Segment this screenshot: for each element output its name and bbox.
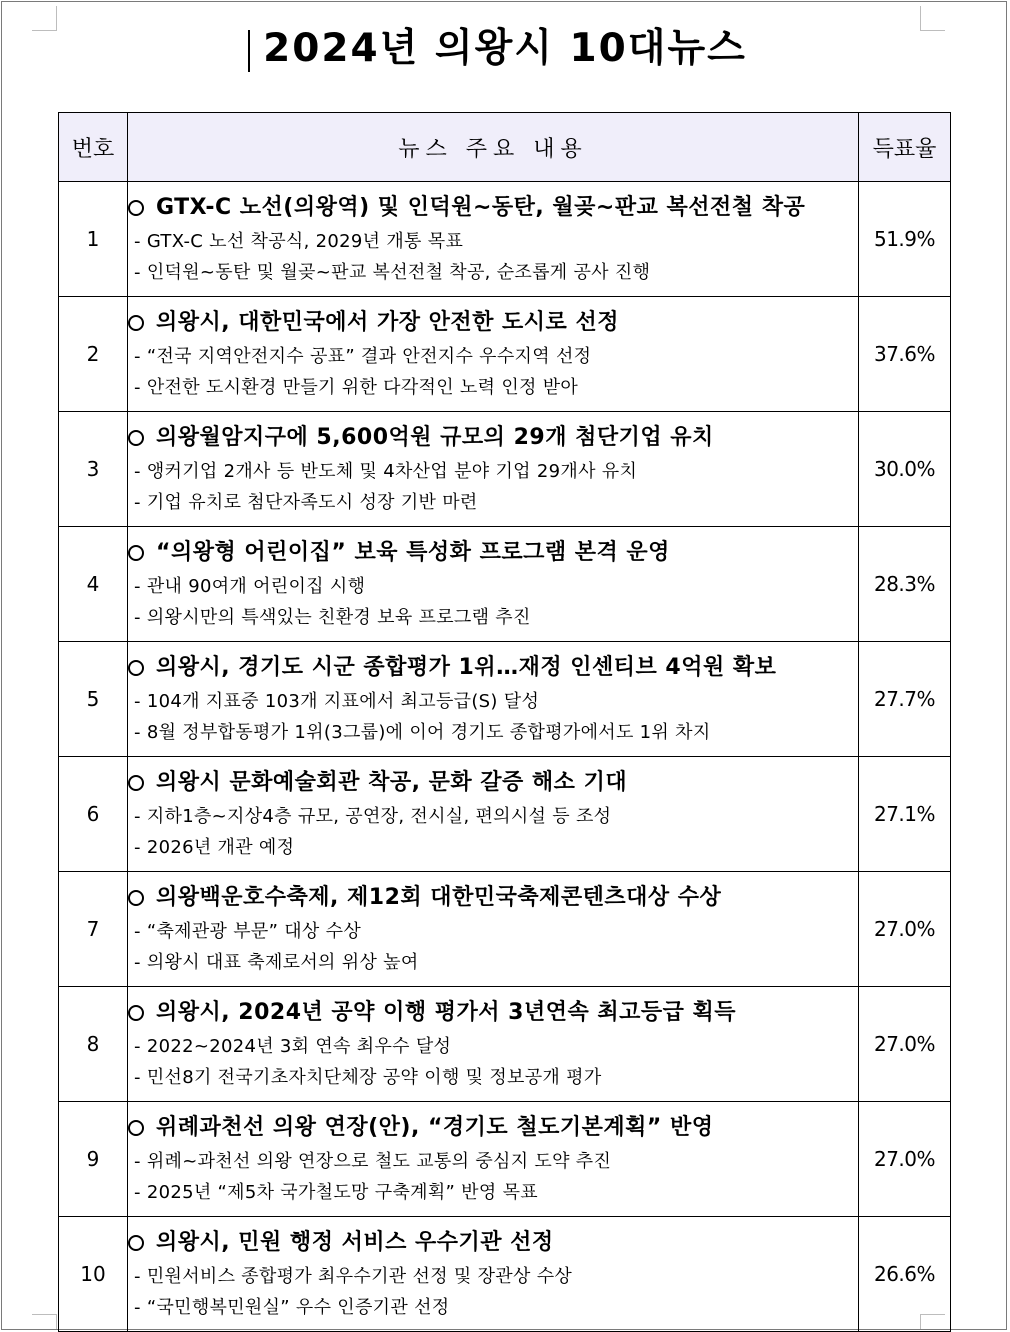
row-number[interactable]: 2 [59, 297, 128, 412]
circle-bullet-icon [128, 890, 144, 906]
circle-bullet-icon [128, 1120, 144, 1136]
circle-bullet-icon [128, 430, 144, 446]
detail-line: - “전국 지역안전지수 공표” 결과 안전지수 우수지역 선정 [134, 346, 592, 367]
header-content[interactable]: 뉴스 주요 내용 [128, 113, 859, 182]
table-row [59, 1217, 951, 1332]
table-row [59, 757, 951, 872]
news-headline [128, 995, 858, 1031]
vote-rate[interactable]: 27.0% [859, 987, 951, 1102]
table-row [59, 412, 951, 527]
header-number[interactable]: 번호 [59, 113, 128, 182]
news-headline [128, 420, 858, 456]
vote-rate[interactable]: 27.7% [859, 642, 951, 757]
table-header-row [59, 113, 951, 182]
table-row [59, 527, 951, 642]
row-number[interactable]: 3 [59, 412, 128, 527]
detail-line: - 의왕시 대표 축제로서의 위상 높여 [134, 952, 419, 973]
vote-rate[interactable]: 51.9% [859, 182, 951, 297]
table-row [59, 182, 951, 297]
circle-bullet-icon [128, 315, 144, 331]
news-headline [128, 1225, 858, 1261]
margin-corner-mark [32, 1314, 57, 1329]
vote-rate[interactable]: 28.3% [859, 527, 951, 642]
detail-line: - 8월 정부합동평가 1위(3그룹)에 이어 경기도 종합평가에서도 1위 차지 [134, 722, 711, 743]
circle-bullet-icon [128, 775, 144, 791]
headline-text: 위례과천선 의왕 연장(안), “경기도 철도기본계획” 반영 [156, 1115, 714, 1140]
circle-bullet-icon [128, 1005, 144, 1021]
news-headline [128, 880, 858, 916]
vote-rate[interactable]: 37.6% [859, 297, 951, 412]
detail-line: - 위례~과천선 의왕 연장으로 철도 교통의 중심지 도약 추진 [134, 1151, 612, 1172]
detail-line: - 2022~2024년 3회 연속 최우수 달성 [134, 1036, 452, 1057]
table-row [59, 642, 951, 757]
news-table [58, 112, 951, 1332]
headline-text: 의왕월암지구에 5,600억원 규모의 29개 첨단기업 유치 [156, 425, 714, 450]
header-rate[interactable]: 득표율 [859, 113, 951, 182]
row-number[interactable]: 10 [59, 1217, 128, 1332]
headline-text: 의왕시, 경기도 시군 종합평가 1위…재정 인센티브 4억원 확보 [156, 655, 777, 680]
headline-text: 의왕시, 대한민국에서 가장 안전한 도시로 선정 [156, 310, 619, 335]
table-row [59, 987, 951, 1102]
detail-line: - 인덕원~동탄 및 월곶~판교 복선전철 착공, 순조롭게 공사 진행 [134, 262, 651, 283]
detail-line: - 민선8기 전국기초자치단체장 공약 이행 및 정보공개 평가 [134, 1067, 602, 1088]
row-content[interactable] [128, 297, 859, 412]
detail-line: - 2025년 “제5차 국가철도망 구축계획” 반영 목표 [134, 1182, 538, 1203]
table-row [59, 872, 951, 987]
row-number[interactable]: 9 [59, 1102, 128, 1217]
headline-text: GTX-C 노선(의왕역) 및 인덕원~동탄, 월곶~판교 복선전철 착공 [156, 195, 806, 220]
detail-line: - 의왕시만의 특색있는 친환경 보육 프로그램 추진 [134, 607, 531, 628]
detail-line: - 민원서비스 종합평가 최우수기관 선정 및 장관상 수상 [134, 1266, 573, 1287]
row-content[interactable] [128, 1217, 859, 1332]
headline-text: 의왕시, 2024년 공약 이행 평가서 3년연속 최고등급 획득 [156, 1000, 737, 1025]
vote-rate[interactable]: 26.6% [859, 1217, 951, 1332]
news-headline [128, 190, 858, 226]
circle-bullet-icon [128, 660, 144, 676]
row-content[interactable] [128, 872, 859, 987]
row-content[interactable] [128, 1102, 859, 1217]
circle-bullet-icon [128, 200, 144, 216]
vote-rate[interactable]: 27.0% [859, 1102, 951, 1217]
document-title[interactable]: 2024년 의왕시 10대뉴스 [263, 26, 747, 71]
news-headline [128, 1110, 858, 1146]
headline-text: 의왕백운호수축제, 제12회 대한민국축제콘텐츠대상 수상 [156, 885, 722, 910]
circle-bullet-icon [128, 545, 144, 561]
detail-line: - 지하1층~지상4층 규모, 공연장, 전시실, 편의시설 등 조성 [134, 806, 612, 827]
headline-text: “의왕형 어린이집” 보육 특성화 프로그램 본격 운영 [156, 540, 670, 565]
news-headline [128, 650, 858, 686]
row-content[interactable] [128, 527, 859, 642]
detail-line: - 104개 지표중 103개 지표에서 최고등급(S) 달성 [134, 691, 540, 712]
news-headline [128, 765, 858, 801]
headline-text: 의왕시 문화예술회관 착공, 문화 갈증 해소 기대 [156, 770, 628, 795]
row-content[interactable] [128, 757, 859, 872]
row-number[interactable]: 1 [59, 182, 128, 297]
circle-bullet-icon [128, 1235, 144, 1251]
detail-line: - 관내 90여개 어린이집 시행 [134, 576, 366, 597]
row-number[interactable]: 5 [59, 642, 128, 757]
detail-line: - “국민행복민원실” 우수 인증기관 선정 [134, 1297, 450, 1318]
row-number[interactable]: 6 [59, 757, 128, 872]
row-content[interactable] [128, 182, 859, 297]
detail-line: - GTX-C 노선 착공식, 2029년 개통 목표 [134, 231, 464, 252]
news-headline [128, 305, 858, 341]
row-content[interactable] [128, 987, 859, 1102]
row-number[interactable]: 7 [59, 872, 128, 987]
row-number[interactable]: 8 [59, 987, 128, 1102]
table-row [59, 1102, 951, 1217]
row-content[interactable] [128, 412, 859, 527]
detail-line: - 앵커기업 2개사 등 반도체 및 4차산업 분야 기업 29개사 유치 [134, 461, 638, 482]
news-headline [128, 535, 858, 571]
detail-line: - 안전한 도시환경 만들기 위한 다각적인 노력 인정 받아 [134, 377, 579, 398]
vote-rate[interactable]: 27.0% [859, 872, 951, 987]
detail-line: - “축제관광 부문” 대상 수상 [134, 921, 362, 942]
row-number[interactable]: 4 [59, 527, 128, 642]
vote-rate[interactable]: 27.1% [859, 757, 951, 872]
table-row [59, 297, 951, 412]
vote-rate[interactable]: 30.0% [859, 412, 951, 527]
row-content[interactable] [128, 642, 859, 757]
detail-line: - 2026년 개관 예정 [134, 837, 295, 858]
detail-line: - 기업 유치로 첨단자족도시 성장 기반 마련 [134, 492, 478, 513]
headline-text: 의왕시, 민원 행정 서비스 우수기관 선정 [156, 1230, 554, 1255]
